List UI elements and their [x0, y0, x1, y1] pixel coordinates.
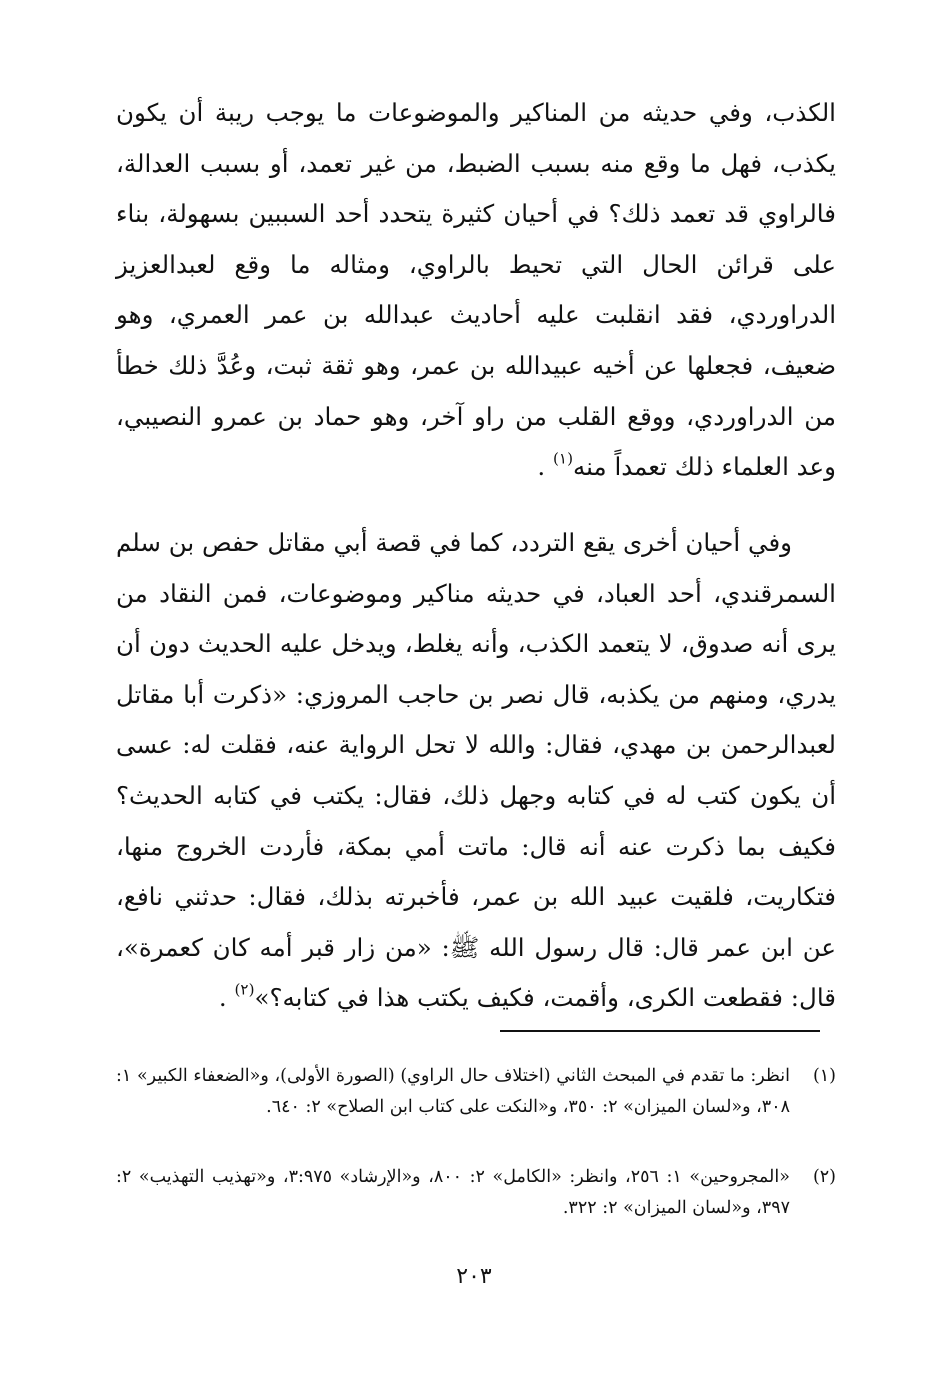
- footnote-separator: [500, 1030, 820, 1032]
- paragraph-1-text: الكذب، وفي حديثه من المناكير والموضوعات ما يوجب ريبة أن يكون يكذب، فهل ما وقع منه بسبب الضبط، من غير تعمد، أو بسبب العدالة، فالراوي قد تعمد ذلك؟ في أحيان كثيرة يتحدد أحد السببين بسهولة، بناء على قرائن الحال التي تحيط بالراوي، ومثاله ما وقع لعبدالعزيز الدراوردي، فقد انقلبت عليه أحاديث عبدالله بن عمر العمري، وهو ضعيف، فجعلها عن أخيه عبيدالله بن عمر، وهو ثقة ثبت، وعُدَّ ذلك خطأ من الدراوردي، ووقع القلب من راو آخر، وهو حماد بن عمرو النصيبي، وعد العلماء ذلك تعمداً منه: [116, 98, 836, 482]
- paragraph-1-end: .: [537, 452, 553, 482]
- paragraph-2-end: .: [218, 983, 235, 1013]
- footnote-ref-2[interactable]: (٢): [234, 980, 255, 999]
- footnote-1-text: انظر: ما تقدم في المبحث الثاني (اختلاف حال الراوي) (الصورة الأولى)، و«الضعفاء الكبير» ١: ٣٠٨، و«لسان الميزان» ٢: ٣٥٠، و«النكت على كتاب ابن الصلاح» ٢: ٦٤٠.: [116, 1066, 790, 1117]
- footnote-ref-1[interactable]: (١): [552, 449, 574, 468]
- footnote-2: [116, 1162, 836, 1224]
- footnote-2-number: (٢): [812, 1167, 836, 1187]
- footnote-2-text: «المجروحين» ١: ٢٥٦، وانظر: «الكامل» ٢: ٨٠٠، و«الإرشاد» ٣:٩٧٥، و«تهذيب التهذيب» ٢: ٣٩٧، و«لسان الميزان» ٢: ٣٢٢.: [116, 1167, 790, 1218]
- footnote-1: [116, 1061, 836, 1123]
- footnote-1-number: (١): [812, 1066, 836, 1086]
- page-number: ٢٠٣: [456, 1264, 492, 1289]
- body-paragraph-2: [116, 518, 836, 1024]
- paragraph-2-text: وفي أحيان أخرى يقع التردد، كما في قصة أبي مقاتل حفص بن سلم السمرقندي، أحد العباد، في حديثه مناكير وموضوعات، فمن النقاد من يرى أنه صدوق، لا يتعمد الكذب، وأنه يغلط، ويدخل عليه الحديث دون أن يدري، ومنهم من يكذبه، قال نصر بن حاجب المروزي: «ذكرت أبا مقاتل لعبدالرحمن بن مهدي، فقال: والله لا تحل الرواية عنه، فقلت له: عسى أن يكون كتب له في كتابه وجهل ذلك، فقال: يكتب في كتابه الحديث؟ فكيف بما ذكرت عنه أنه قال: ماتت أمي بمكة، فأردت الخروج منها، فتكاريت، فلقيت عبيد الله بن عمر، فأخبرته بذلك، فقال: حدثني نافع، عن ابن عمر قال: قال رسول الله ﷺ: «من زار قبر أمه كان كعمرة»، قال: فقطعت الكرى، وأقمت، فكيف يكتب هذا في كتابه؟»: [116, 528, 836, 1013]
- body-paragraph-1: [116, 88, 836, 493]
